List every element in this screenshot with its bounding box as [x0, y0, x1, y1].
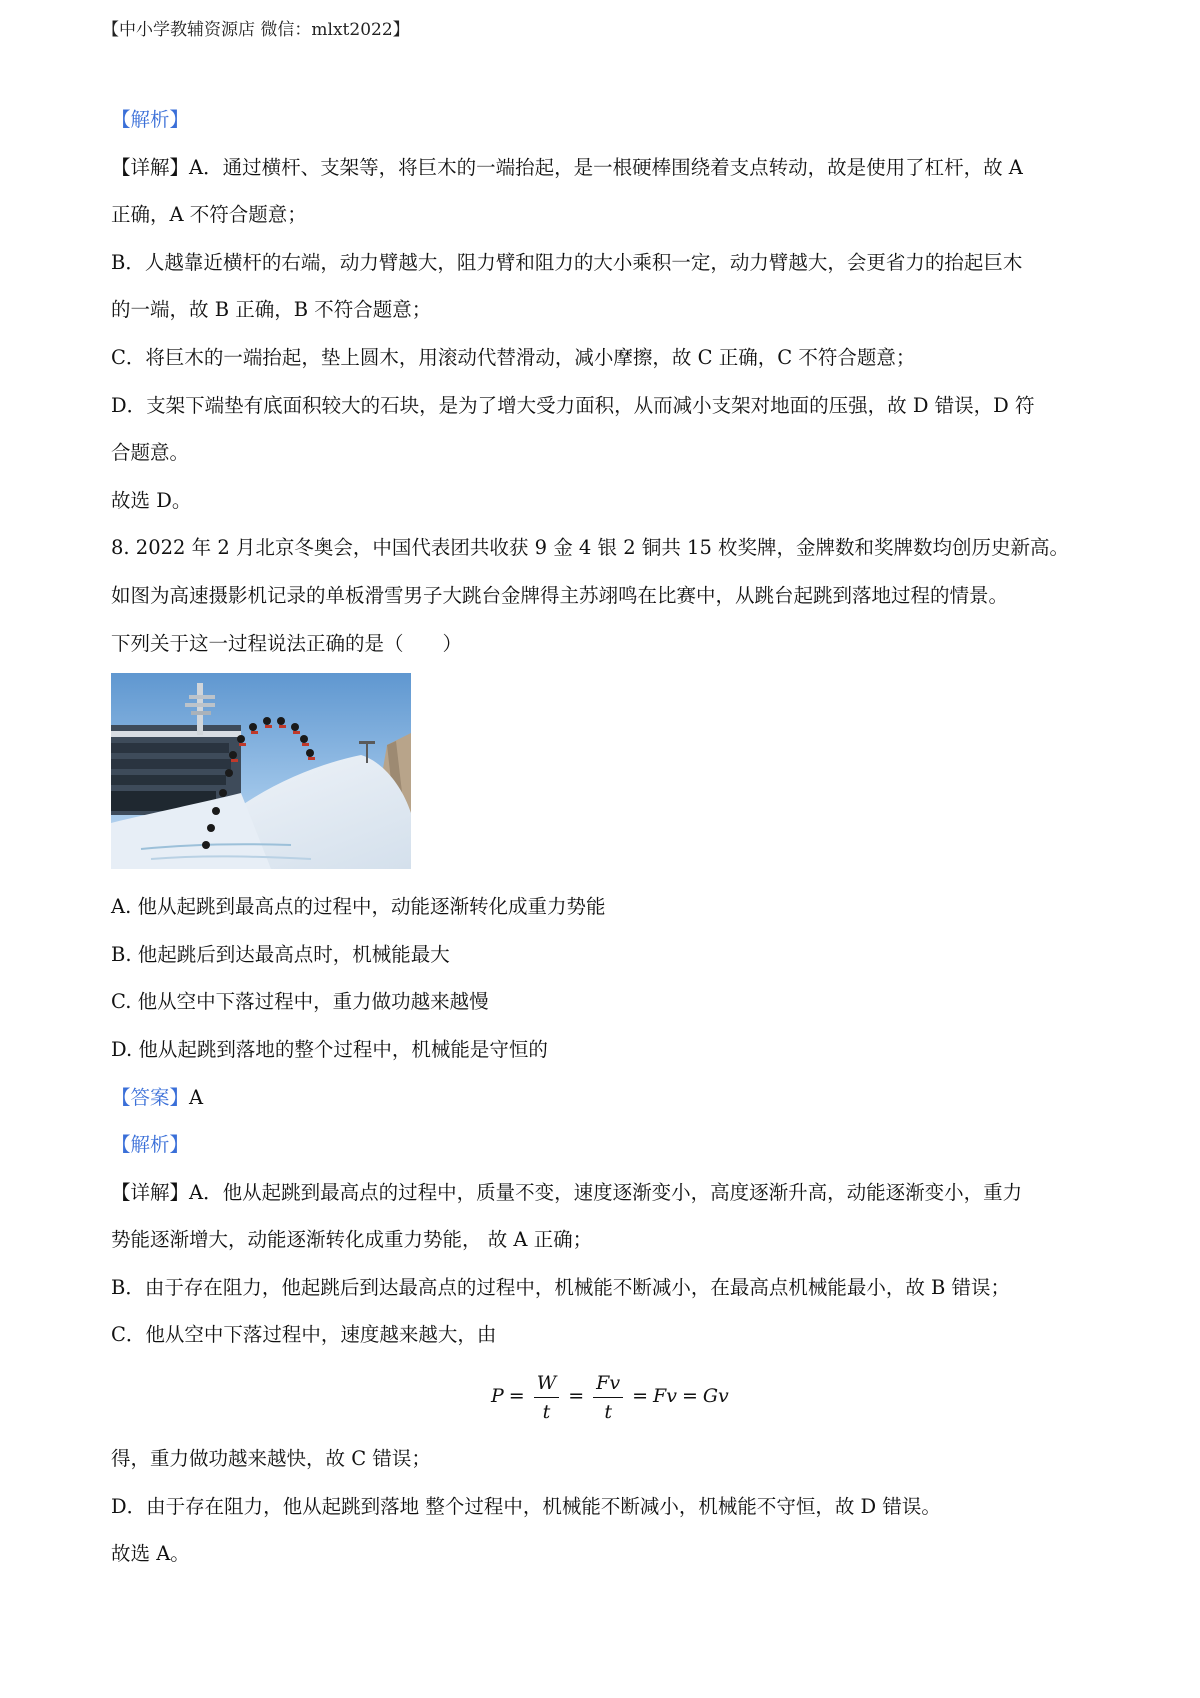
analysis-label: 【解析】 — [111, 108, 190, 131]
detail-line: C．他从空中下落过程中，速度越来越大，由 — [111, 1323, 497, 1347]
formula-equals: = — [632, 1385, 649, 1408]
detail-line: C．将巨木的一端抬起，垫上圆木，用滚动代替滑动，减小摩擦，故 C 正确，C 不符合题意； — [111, 345, 916, 369]
detail-line: D．支架下端垫有底面积较大的石块，是为了增大受力面积，从而减小支架对地面的压强，故 D 错误，D 符 — [111, 393, 1035, 417]
formula-numerator: W — [534, 1369, 560, 1398]
detail-line: 【详解】A．通过横杆、支架等，将巨木的一端抬起，是一根硬棒围绕着支点转动，故是使用了杠杆，故 A — [111, 155, 1023, 179]
option-d: D. 他从起跳到落地的整个过程中，机械能是守恒的 — [111, 1037, 548, 1061]
formula-equals: = — [568, 1385, 585, 1408]
formula-numerator: Fv — [593, 1369, 623, 1398]
option-b: B. 他起跳后到达最高点时，机械能最大 — [111, 942, 450, 966]
detail-line: 得，重力做功越来越快，故 C 错误； — [111, 1447, 431, 1471]
question-stem-line: 下列关于这一过程说法正确的是（ ） — [111, 631, 463, 655]
detail-line: 【详解】A．他从起跳到最高点的过程中，质量不变，速度逐渐变小，高度逐渐升高，动能逐渐变小，重力 — [111, 1180, 1023, 1204]
formula-fraction-w-t — [534, 1369, 560, 1426]
answer-value: A — [189, 1085, 204, 1109]
formula-fv: Fv — [653, 1385, 677, 1408]
analysis-label: 【解析】 — [111, 1133, 190, 1157]
conclusion-line: 故选 D。 — [111, 488, 192, 512]
formula-fraction-fv-t — [593, 1369, 623, 1426]
watermark-header: 【中小学教辅资源店 微信：mlxt2022】 — [102, 20, 410, 40]
detail-line: D．由于存在阻力，他从起跳到落地 整个过程中，机械能不断减小，机械能不守恒，故 D 错误。 — [111, 1494, 941, 1518]
power-formula — [111, 1359, 1111, 1435]
formula-denominator: t — [542, 1400, 551, 1423]
document-body — [111, 96, 1111, 1578]
formula-p: P — [491, 1385, 504, 1408]
formula-denominator: t — [604, 1400, 612, 1423]
detail-line: B．人越靠近横杆的右端，动力臂越大，阻力臂和阻力的大小乘积一定，动力臂越大，会更省力的抬起巨木 — [111, 250, 1023, 274]
option-a: A. 他从起跳到最高点的过程中，动能逐渐转化成重力势能 — [111, 895, 606, 919]
detail-line: B．由于存在阻力，他起跳后到达最高点的过程中，机械能不断减小，在最高点机械能最小，故 B 错误； — [111, 1275, 1011, 1299]
detail-line: 合题意。 — [111, 441, 190, 465]
formula-gv: Gv — [702, 1385, 729, 1408]
conclusion-line: 故选 A。 — [111, 1542, 190, 1566]
detail-line: 的一端，故 B 正确，B 不符合题意； — [111, 298, 432, 322]
question-stem-line: 8. 2022 年 2 月北京冬奥会，中国代表团共收获 9 金 4 银 2 铜共 15 枚奖牌，金牌数和奖牌数均创历史新高。 — [111, 536, 1070, 560]
formula-equals: = — [508, 1385, 525, 1408]
detail-line: 正确，A 不符合题意； — [111, 203, 307, 227]
snowboard-big-air-photo — [111, 673, 411, 869]
answer-label: 【答案】 — [111, 1085, 190, 1109]
question-stem-line: 如图为高速摄影机记录的单板滑雪男子大跳台金牌得主苏翊鸣在比赛中，从跳台起跳到落地过程的情景。 — [111, 583, 1009, 607]
detail-line: 势能逐渐增大，动能逐渐转化成重力势能， 故 A 正确； — [111, 1228, 593, 1252]
formula-equals: = — [681, 1385, 698, 1408]
snowboard-photo-container — [111, 673, 1111, 879]
answer-line — [111, 1074, 1111, 1122]
option-c: C. 他从空中下落过程中，重力做功越来越慢 — [111, 990, 489, 1014]
